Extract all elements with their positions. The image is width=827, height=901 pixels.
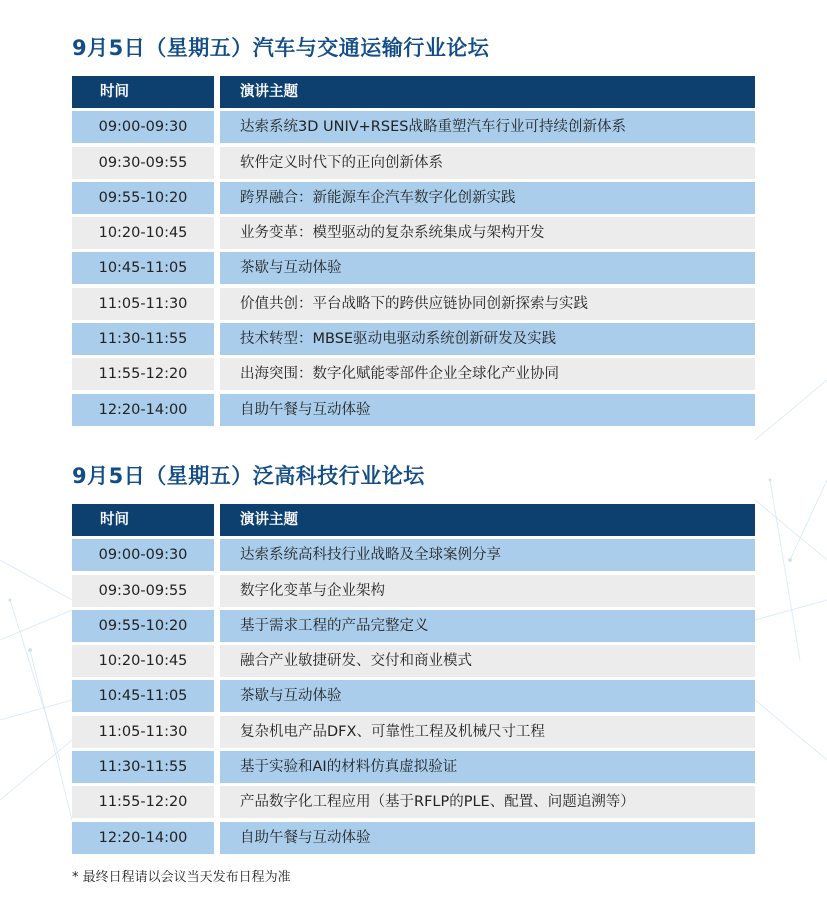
row-time: 09:55-10:20 bbox=[72, 182, 214, 214]
row-topic: 产品数字化工程应用（基于RFLP的PLE、配置、问题追溯等） bbox=[220, 786, 755, 818]
row-time: 10:45-11:05 bbox=[72, 252, 214, 284]
row-time: 09:00-09:30 bbox=[72, 111, 214, 143]
section-title: 9月5日（星期五）泛高科技行业论坛 bbox=[72, 464, 425, 488]
row-time: 10:20-10:45 bbox=[72, 217, 214, 249]
row-topic: 茶歇与互动体验 bbox=[220, 252, 755, 284]
row-topic: 软件定义时代下的正向创新体系 bbox=[220, 147, 755, 179]
table-row bbox=[72, 394, 755, 426]
row-topic: 业务变革：模型驱动的复杂系统集成与架构开发 bbox=[220, 217, 755, 249]
row-topic: 复杂机电产品DFX、可靠性工程及机械尺寸工程 bbox=[220, 716, 755, 748]
header-time: 时间 bbox=[72, 504, 214, 536]
schedule-table bbox=[72, 504, 755, 854]
row-time: 11:30-11:55 bbox=[72, 323, 214, 355]
header-topic: 演讲主题 bbox=[220, 76, 755, 108]
table-row bbox=[72, 147, 755, 179]
table-row bbox=[72, 182, 755, 214]
row-topic: 达索系统高科技行业战略及全球案例分享 bbox=[220, 539, 755, 571]
header-topic: 演讲主题 bbox=[220, 504, 755, 536]
footnote: * 最终日程请以会议当天发布日程为准 bbox=[72, 870, 291, 885]
row-time: 09:00-09:30 bbox=[72, 539, 214, 571]
table-row bbox=[72, 111, 755, 143]
row-topic: 出海突围：数字化赋能零部件企业全球化产业协同 bbox=[220, 358, 755, 390]
row-time: 10:45-11:05 bbox=[72, 680, 214, 712]
row-time: 11:55-12:20 bbox=[72, 358, 214, 390]
row-topic: 自助午餐与互动体验 bbox=[220, 394, 755, 426]
row-topic: 茶歇与互动体验 bbox=[220, 680, 755, 712]
table-row bbox=[72, 822, 755, 854]
row-topic: 达索系统3D UNIV+RSES战略重塑汽车行业可持续创新体系 bbox=[220, 111, 755, 143]
row-topic: 基于需求工程的产品完整定义 bbox=[220, 610, 755, 642]
table-row bbox=[72, 610, 755, 642]
row-topic: 数字化变革与企业架构 bbox=[220, 575, 755, 607]
table-row bbox=[72, 323, 755, 355]
header-time: 时间 bbox=[72, 76, 214, 108]
table-row bbox=[72, 217, 755, 249]
row-topic: 基于实验和AI的材料仿真虚拟验证 bbox=[220, 751, 755, 783]
row-time: 10:20-10:45 bbox=[72, 645, 214, 677]
row-time: 11:05-11:30 bbox=[72, 716, 214, 748]
table-row bbox=[72, 716, 755, 748]
table-row bbox=[72, 288, 755, 320]
table-row bbox=[72, 358, 755, 390]
row-time: 09:55-10:20 bbox=[72, 610, 214, 642]
row-time: 12:20-14:00 bbox=[72, 394, 214, 426]
row-time: 11:30-11:55 bbox=[72, 751, 214, 783]
schedule-table bbox=[72, 76, 755, 426]
row-topic: 价值共创：平台战略下的跨供应链协同创新探索与实践 bbox=[220, 288, 755, 320]
row-topic: 技术转型：MBSE驱动电驱动系统创新研发及实践 bbox=[220, 323, 755, 355]
row-time: 09:30-09:55 bbox=[72, 575, 214, 607]
table-row bbox=[72, 575, 755, 607]
table-row bbox=[72, 539, 755, 571]
row-topic: 自助午餐与互动体验 bbox=[220, 822, 755, 854]
table-row bbox=[72, 645, 755, 677]
table-row bbox=[72, 252, 755, 284]
section-title: 9月5日（星期五）汽车与交通运输行业论坛 bbox=[72, 36, 490, 60]
table-row bbox=[72, 786, 755, 818]
row-time: 09:30-09:55 bbox=[72, 147, 214, 179]
row-topic: 融合产业敏捷研发、交付和商业模式 bbox=[220, 645, 755, 677]
section-auto-forum bbox=[72, 30, 755, 426]
row-topic: 跨界融合：新能源车企汽车数字化创新实践 bbox=[220, 182, 755, 214]
table-header bbox=[72, 504, 755, 536]
row-time: 11:55-12:20 bbox=[72, 786, 214, 818]
section-hightech-forum bbox=[72, 458, 755, 854]
table-row bbox=[72, 680, 755, 712]
row-time: 12:20-14:00 bbox=[72, 822, 214, 854]
row-time: 11:05-11:30 bbox=[72, 288, 214, 320]
table-row bbox=[72, 751, 755, 783]
table-header bbox=[72, 76, 755, 108]
